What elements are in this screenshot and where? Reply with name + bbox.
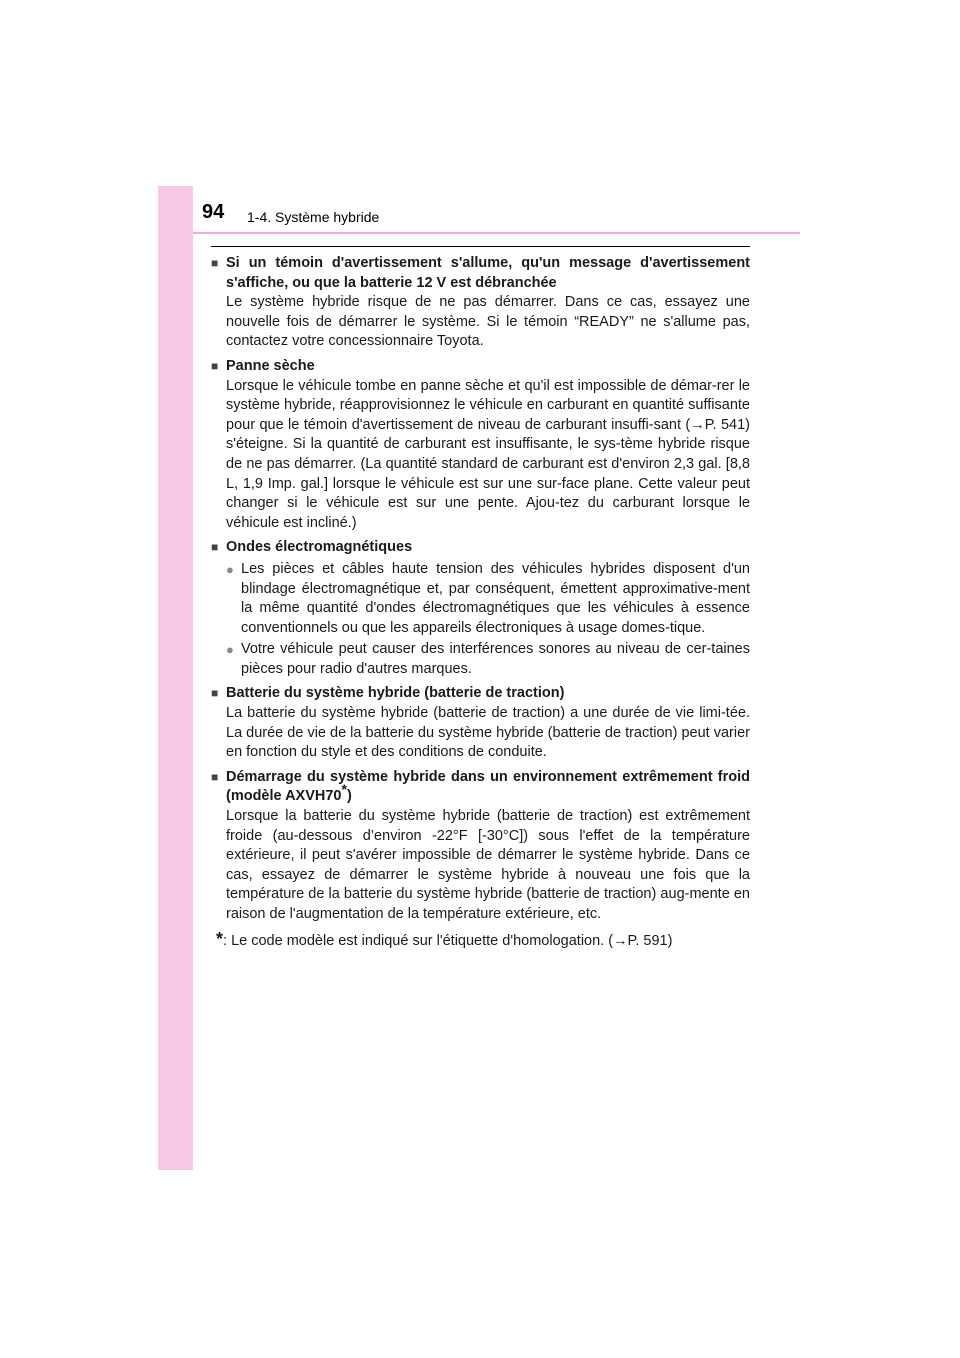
section-warning-light: [211, 254, 750, 352]
square-bullet-icon: ■: [211, 256, 219, 270]
section-fuel: [211, 357, 750, 533]
section-body: La batterie du système hybride (batterie de traction) a une durée de vie limi-tée. La durée de vie de la batterie du système hybride (batterie de traction) peut varier en fonction du style et des conditions de conduite.: [226, 705, 750, 761]
section-body: Le système hybride risque de ne pas démarrer. Dans ce cas, essayez une nouvelle fois de démarrer le système. Si le témoin “READY” ne s'allume pas, contactez votre concessionnaire Toyota.: [226, 294, 750, 350]
page-number: 94: [202, 201, 225, 223]
page-content: [211, 254, 750, 951]
footnote-marker: *: [341, 781, 347, 798]
section-cold-start: [211, 768, 750, 925]
section-traction-battery: [211, 684, 750, 762]
footnote: [211, 930, 750, 952]
list-item: [211, 640, 750, 679]
section-title: Démarrage du système hybride dans un environnement extrêmement froid (modèle AXVH70: [226, 768, 750, 805]
footnote-text: : Le code modèle est indiqué sur l'étiquette d'homologation. (→P. 591): [223, 932, 673, 949]
dot-bullet-icon: ●: [226, 561, 234, 577]
footnote-star: *: [216, 928, 224, 949]
section-title: Batterie du système hybride (batterie de traction): [226, 685, 565, 702]
square-bullet-icon: ■: [211, 686, 219, 701]
section-body: Lorsque le véhicule tombe en panne sèche et qu'il est impossible de démar-rer le système hybride, réapprovisionnez le véhicule en carburant en quantité suffisante pour que le témoin d'avertissement de niveau de carburant insuffi-sant (→P. 541) s'éteigne. Si la quantité de carburant est insuffisante, le sys-tème hybride risque de ne pas démarrer. (La quantité standard de carburant est d'environ 2,3 gal. [8,8 L, 1,9 Imp. gal.] lorsque le véhicule est sur une sur-face plane. Cette valeur peut changer si le véhicule est sur une pente. Ajou-tez du carburant lorsque le véhicule est incliné.): [226, 377, 750, 531]
square-bullet-icon: ■: [211, 540, 219, 555]
header-accent-line: [193, 232, 800, 234]
side-color-band: [158, 186, 193, 1170]
section-body: Lorsque la batterie du système hybride (batterie de traction) est extrêmement froide (au-dessous d’environ -22°F [-30°C]) sous l'effet de la température extérieure, il peut s'avérer impossible de démarrer le système hybride. Dans ce cas, essayez de démarrer le système hybride à nouveau une fois que la température de la batterie du système hybride (batterie de traction) aug-mente en raison de l'augmentation de la température extérieure, etc.: [226, 808, 750, 922]
list-item: [211, 560, 750, 638]
section-title: Si un témoin d'avertissement s'allume, qu'un message d'avertissement s'affiche, ou que la batterie 12 V est débranchée: [226, 255, 750, 291]
section-electromagnetic: [211, 538, 750, 679]
chapter-title: 1-4. Système hybride: [247, 209, 380, 225]
square-bullet-icon: ■: [211, 769, 219, 784]
section-title-end: ): [346, 788, 352, 805]
section-rule: [211, 246, 750, 247]
list-item-text: Votre véhicule peut causer des interférences sonores au niveau de cer-taines pièces pour radio d'autres marques.: [241, 641, 750, 677]
section-title: Panne sèche: [226, 357, 315, 374]
section-title: Ondes électromagnétiques: [226, 539, 413, 556]
dot-bullet-icon: ●: [226, 642, 234, 658]
square-bullet-icon: ■: [211, 358, 219, 373]
list-item-text: Les pièces et câbles haute tension des véhicules hybrides disposent d'un blindage électromagnétique et, par conséquent, émettent approximative-ment la même quantité d'ondes électromagnétiques que les véhicules à essence conventionnels ou que les appareils électroniques à usage domes-tique.: [241, 560, 750, 636]
